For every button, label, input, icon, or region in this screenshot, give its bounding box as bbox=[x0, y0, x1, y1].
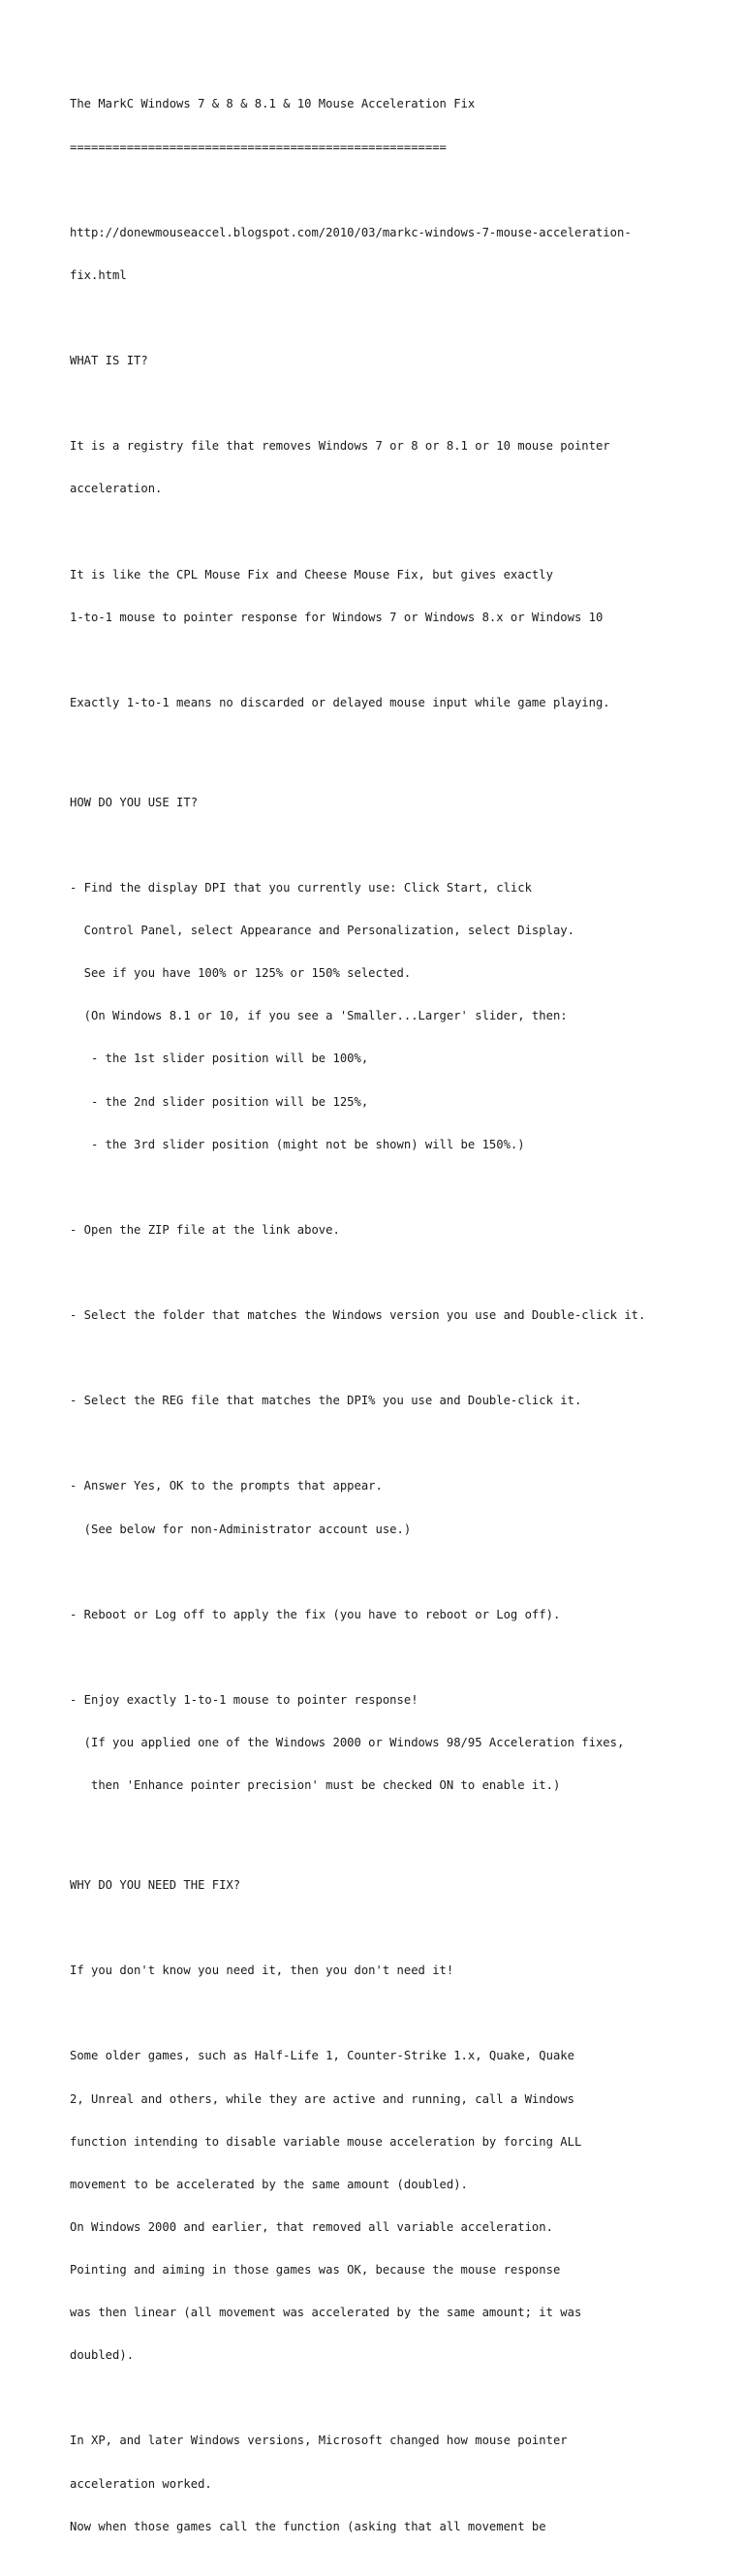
text-line: was then linear (all movement was accelerated by the same amount; it was bbox=[70, 2306, 582, 2320]
why-paragraph bbox=[70, 1935, 728, 2007]
text-line: - Select the folder that matches the Windows version you use and Double-click it. bbox=[70, 1308, 646, 1323]
text-line: - the 1st slider position will be 100%, bbox=[70, 1052, 369, 1066]
text-line: - Select the REG file that matches the DPI% you use and Double-click it. bbox=[70, 1394, 582, 1408]
text-line: then 'Enhance pointer precision' must be checked ON to enable it.) bbox=[70, 1778, 561, 1793]
text-line: - the 3rd slider position (might not be shown) will be 150%.) bbox=[70, 1137, 525, 1151]
text-line: Control Panel, select Appearance and Personalization, select Display. bbox=[70, 924, 574, 938]
instruction-step bbox=[70, 1194, 728, 1266]
title-underline: ===================================================== bbox=[70, 140, 447, 154]
source-link bbox=[70, 197, 728, 311]
text-line: Pointing and aiming in those games was OK, because the mouse response bbox=[70, 2263, 561, 2278]
text-line: - Reboot or Log off to apply the fix (you have to reboot or Log off). bbox=[70, 1607, 561, 1621]
text-line: Some older games, such as Half-Life 1, Counter-Strike 1.x, Quake, Quake bbox=[70, 2049, 574, 2063]
instruction-step bbox=[70, 1665, 728, 1822]
heading-line: WHAT IS IT? bbox=[70, 354, 148, 368]
heading-line: WHY DO YOU NEED THE FIX? bbox=[70, 1878, 241, 1893]
text-line: - Answer Yes, OK to the prompts that appear. bbox=[70, 1479, 383, 1493]
link-line: http://donewmouseaccel.blogspot.com/2010/03/markc-windows-7-mouse-acceleration- bbox=[70, 225, 632, 239]
text-line: It is like the CPL Mouse Fix and Cheese Mouse Fix, but gives exactly bbox=[70, 567, 553, 581]
what-paragraph bbox=[70, 411, 728, 525]
document-title bbox=[70, 69, 728, 183]
instruction-step bbox=[70, 1280, 728, 1352]
text-line: doubled). bbox=[70, 2348, 135, 2363]
text-line: It is a registry file that removes Windows 7 or 8 or 8.1 or 10 mouse pointer bbox=[70, 439, 610, 454]
text-line: - Enjoy exactly 1-to-1 mouse to pointer response! bbox=[70, 1692, 418, 1707]
instruction-step bbox=[70, 853, 728, 1180]
what-paragraph bbox=[70, 667, 728, 738]
text-line: (If you applied one of the Windows 2000 or Windows 98/95 Acceleration fixes, bbox=[70, 1736, 625, 1750]
text-line: function intending to disable variable mouse acceleration by forcing ALL bbox=[70, 2134, 582, 2149]
text-line: 1-to-1 mouse to pointer response for Windows 7 or Windows 8.x or Windows 10 bbox=[70, 610, 604, 624]
text-line: 2, Unreal and others, while they are active and running, call a Windows bbox=[70, 2091, 574, 2106]
what-paragraph bbox=[70, 539, 728, 653]
text-line: - the 2nd slider position will be 125%, bbox=[70, 1094, 369, 1109]
text-line: If you don't know you need it, then you don't need it! bbox=[70, 1963, 454, 1978]
text-line: - Open the ZIP file at the link above. bbox=[70, 1222, 340, 1237]
title-line: The MarkC Windows 7 & 8 & 8.1 & 10 Mouse Acceleration Fix bbox=[70, 97, 476, 111]
instruction-step bbox=[70, 1579, 728, 1650]
section-heading-why bbox=[70, 1850, 728, 1922]
instruction-step bbox=[70, 1451, 728, 1565]
why-paragraph bbox=[70, 2021, 728, 2391]
text-line: - Find the display DPI that you currently use: Click Start, click bbox=[70, 880, 532, 895]
section-heading-what bbox=[70, 326, 728, 397]
text-line: acceleration worked. bbox=[70, 2476, 212, 2491]
text-line: Exactly 1-to-1 means no discarded or delayed mouse input while game playing. bbox=[70, 695, 610, 709]
heading-line: HOW DO YOU USE IT? bbox=[70, 795, 199, 809]
text-line: (See below for non-Administrator account use.) bbox=[70, 1522, 412, 1536]
document-body bbox=[70, 69, 728, 2576]
text-line: acceleration. bbox=[70, 482, 163, 496]
text-line: (On Windows 8.1 or 10, if you see a 'Smaller...Larger' slider, then: bbox=[70, 1009, 568, 1023]
text-line: See if you have 100% or 125% or 150% selected. bbox=[70, 966, 412, 981]
text-line: In XP, and later Windows versions, Microsoft changed how mouse pointer bbox=[70, 2434, 568, 2448]
text-line: Now when those games call the function (asking that all movement be bbox=[70, 2519, 546, 2533]
text-line: movement to be accelerated by the same amount (doubled). bbox=[70, 2177, 468, 2191]
section-heading-how bbox=[70, 767, 728, 838]
link-line: fix.html bbox=[70, 267, 127, 282]
instruction-step bbox=[70, 1366, 728, 1437]
text-line: On Windows 2000 and earlier, that removed all variable acceleration. bbox=[70, 2219, 553, 2234]
why-paragraph bbox=[70, 2405, 728, 2562]
